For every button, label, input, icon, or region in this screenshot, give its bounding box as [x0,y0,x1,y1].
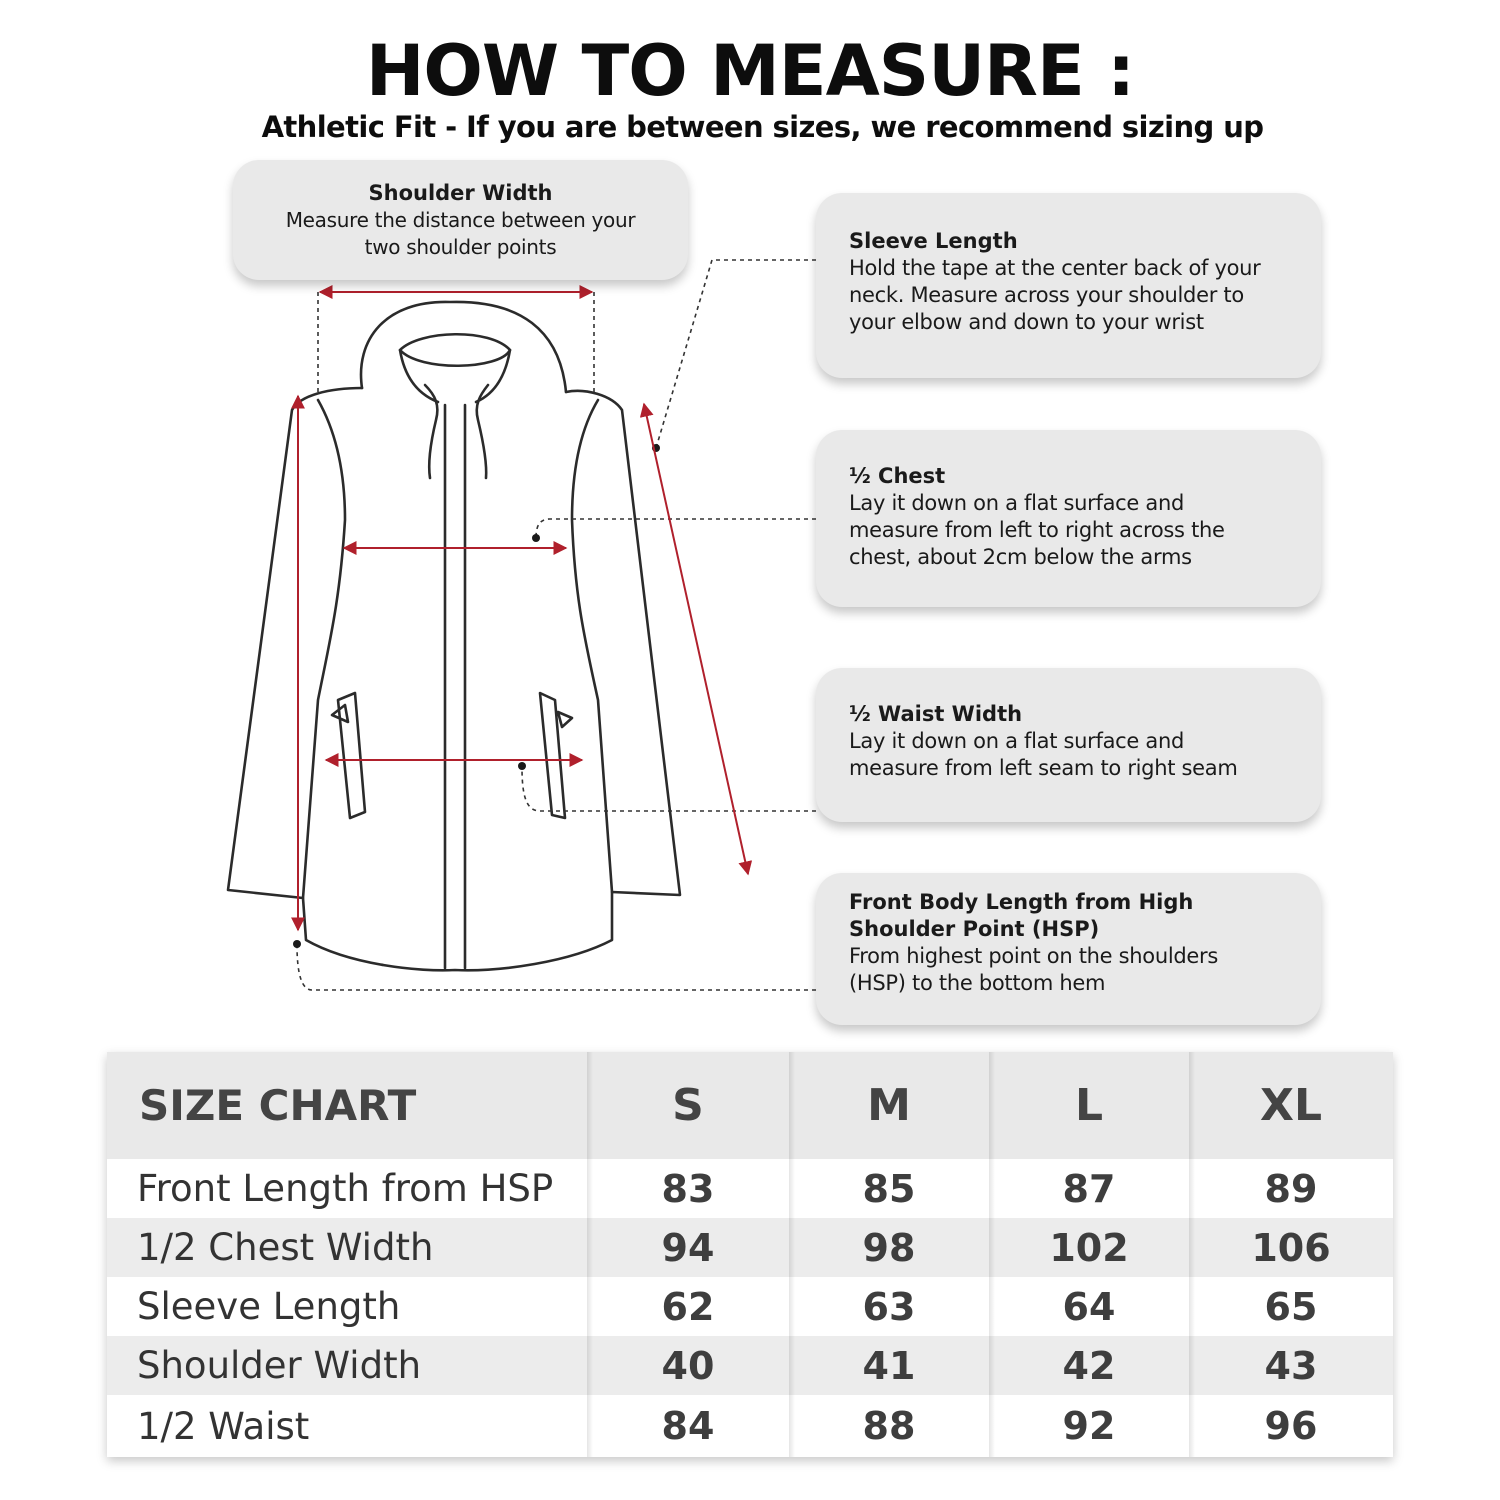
length-leader [297,945,816,990]
row-label: 1/2 Chest Width [137,1226,434,1269]
page-subtitle: Athletic Fit - If you are between sizes, we recommend sizing up [261,110,1264,144]
sleeve-length-arrow [644,404,748,874]
hood-outline [361,302,566,392]
row-label: Sleeve Length [137,1285,401,1328]
cell-value: 88 [862,1404,916,1448]
cell-value: 41 [862,1343,916,1388]
right-pocket [540,693,572,818]
front-body-length-card [816,873,1321,1025]
shoulder-width-card [233,160,688,280]
left-sleeve-seam [303,400,345,898]
sleeve-leader [656,260,816,448]
cell-value: 94 [661,1225,715,1270]
front-body-length-title-1: Front Body Length from High [849,890,1194,914]
column-divider [1189,1052,1195,1457]
size-header-s: S [672,1080,704,1131]
front-body-length-title-2: Shoulder Point (HSP) [849,917,1100,941]
row-label: Front Length from HSP [137,1167,554,1210]
size-header-l: L [1074,1080,1104,1131]
half-chest-line-2: measure from left to right across the [849,518,1225,542]
cell-value: 96 [1264,1404,1318,1448]
sleeve-length-line-2: neck. Measure across your shoulder to [849,283,1244,307]
cell-value: 87 [1062,1166,1116,1211]
row-label: Shoulder Width [137,1344,422,1387]
size-chart-header-row [107,1052,1393,1159]
front-body-length-line-2: (HSP) to the bottom hem [849,971,1106,995]
zipper [445,405,465,968]
half-chest-title: ½ Chest [849,464,946,488]
cell-value: 85 [862,1166,916,1211]
sleeve-length-card [816,193,1321,378]
shoulder-width-line-1: Measure the distance between your [285,208,636,232]
half-waist-line-1: Lay it down on a flat surface and [849,729,1185,753]
front-body-length-line-1: From highest point on the shoulders [849,944,1219,968]
cell-value: 62 [661,1284,715,1329]
cell-value: 63 [862,1284,916,1329]
half-chest-line-1: Lay it down on a flat surface and [849,491,1185,515]
table-row [107,1218,1393,1277]
chest-leader [536,519,816,538]
half-waist-line-2: measure from left seam to right seam [849,756,1238,780]
column-divider [789,1052,795,1457]
cell-value: 65 [1264,1284,1318,1329]
table-row [107,1336,1393,1395]
size-chart-title: SIZE CHART [139,1081,417,1130]
table-row [107,1277,1393,1336]
cell-value: 43 [1264,1343,1318,1388]
left-pocket [332,693,365,818]
right-sleeve-seam [572,400,612,892]
cell-value: 84 [661,1404,715,1448]
shoulder-width-title: Shoulder Width [368,181,553,205]
half-chest-line-3: chest, about 2cm below the arms [849,545,1192,569]
size-header-xl: XL [1260,1080,1322,1131]
cell-value: 40 [661,1343,715,1388]
column-divider [587,1052,593,1457]
cell-value: 89 [1264,1166,1318,1211]
cell-value: 102 [1049,1225,1129,1270]
cell-value: 64 [1062,1284,1116,1329]
table-row [107,1395,1393,1457]
half-waist-card [816,668,1321,822]
cell-value: 83 [661,1166,715,1211]
cell-value: 98 [862,1225,916,1270]
size-header-m: M [867,1080,911,1131]
cell-value: 92 [1062,1404,1116,1448]
column-divider [989,1052,995,1457]
page-title: HOW TO MEASURE : [365,30,1135,112]
half-waist-title: ½ Waist Width [849,702,1023,726]
sleeve-length-line-1: Hold the tape at the center back of your [849,256,1261,280]
row-label: 1/2 Waist [137,1404,310,1448]
table-row [107,1159,1393,1218]
hood-inner-outline [400,334,510,366]
size-chart-table [107,1052,1393,1457]
half-chest-card [816,430,1321,607]
cell-value: 106 [1251,1225,1331,1270]
sleeve-length-line-3: your elbow and down to your wrist [849,310,1204,334]
cell-value: 42 [1062,1343,1116,1388]
shoulder-width-line-2: two shoulder points [364,235,557,259]
sleeve-length-title: Sleeve Length [849,229,1018,253]
